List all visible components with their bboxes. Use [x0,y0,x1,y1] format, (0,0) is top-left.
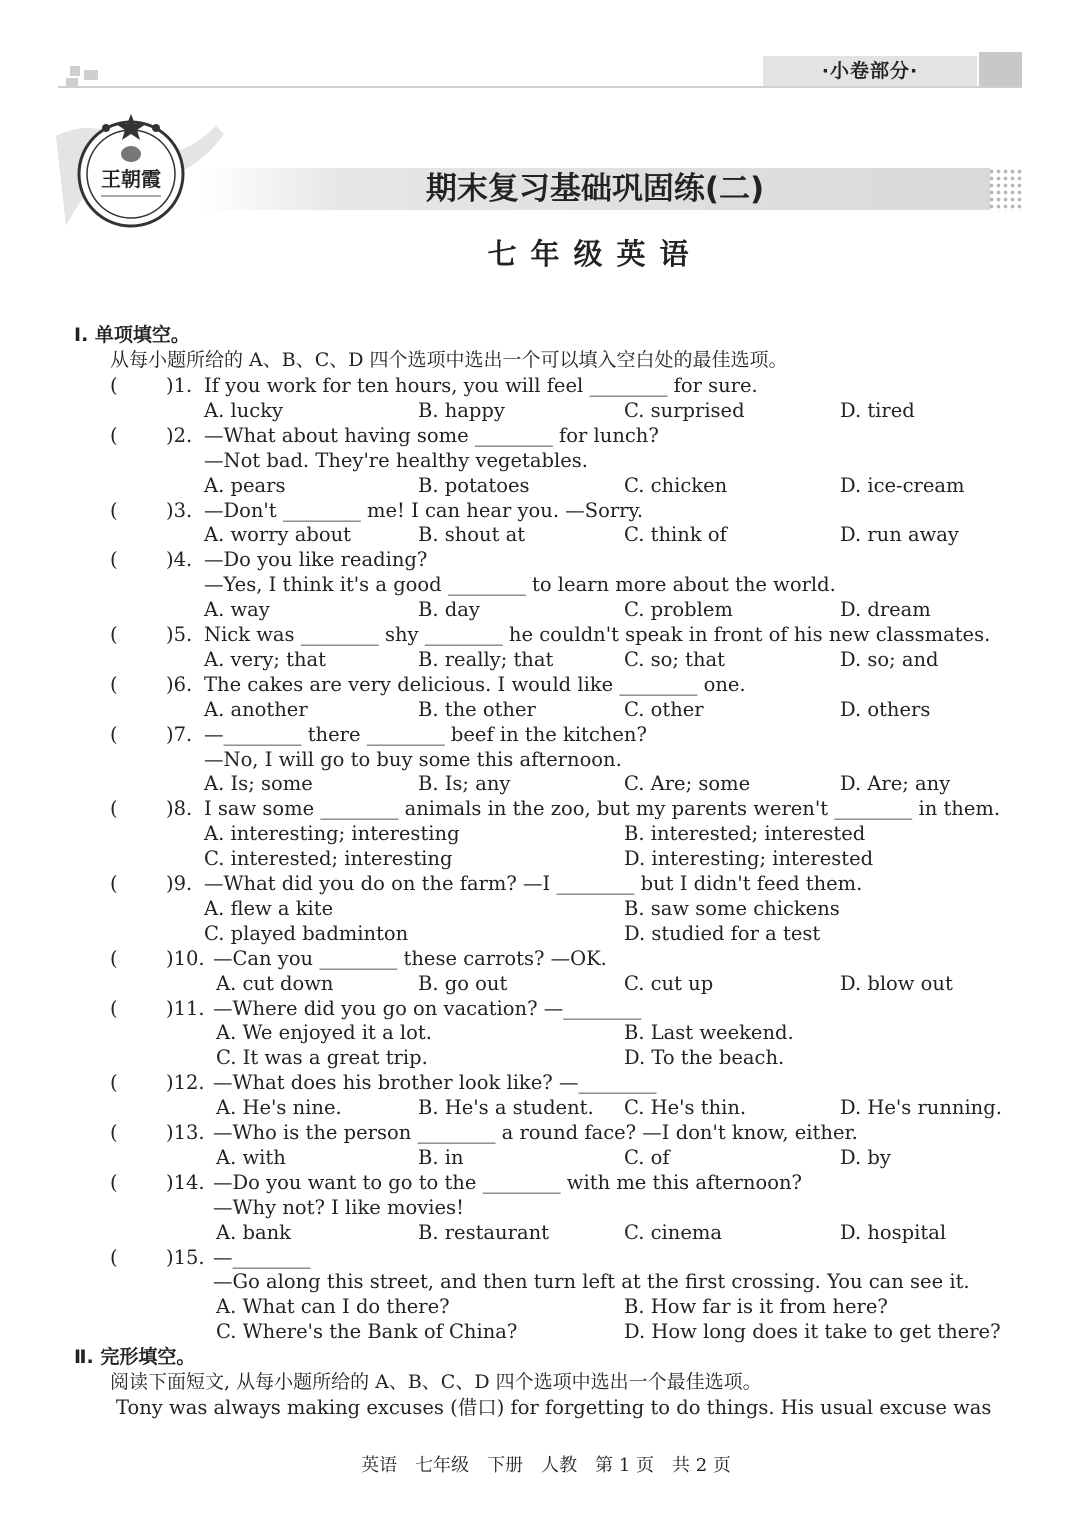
question-number: )10. [166,946,205,970]
answer-blank: ( [110,374,118,397]
header-rule [58,86,1022,88]
question-stem: If you work for ten hours, you will feel ________ for sure. [204,374,758,397]
option: B. happy [418,398,505,422]
option: D. by [840,1145,891,1169]
option: D. run away [840,523,959,547]
banner-dots [988,168,1022,212]
question-number: )9. [166,872,193,895]
question-stem: —What about having some ________ for lunch? [204,423,659,447]
question-stem: —Can you ________ these carrots? —OK. [213,946,607,970]
answer-blank: ( [110,996,118,1020]
tag-block [979,52,1022,86]
answer-blank: ( [110,623,118,646]
option: D. tired [840,398,915,422]
answer-blank: ( [110,548,118,572]
question-number: )11. [166,996,205,1020]
question-stem: —What does his brother look like? —________ [213,1071,657,1095]
page-title: 期末复习基础巩固练(二) [425,171,765,207]
brand-logo [56,106,226,246]
answer-blank: ( [110,1170,118,1194]
section-tag: ·小卷部分· [763,56,977,86]
option: C. of [624,1145,670,1169]
answer-blank: ( [110,1071,118,1095]
option: B. Last weekend. [624,1021,794,1045]
option: A. another [204,697,308,721]
page-subtitle: 七年级英语 [487,237,703,271]
option: B. the other [418,697,536,721]
option: C. surprised [624,398,745,422]
option: D. others [840,697,931,721]
option: D. ice-cream [840,473,965,497]
question-number: )7. [166,722,193,746]
answer-blank: ( [110,872,118,895]
option: B. saw some chickens [624,896,840,920]
option: A. We enjoyed it a lot. [216,1021,432,1045]
question-stem: —Do you like reading? [204,548,428,572]
option: C. played badminton [204,921,409,945]
option: A. He's nine. [216,1096,342,1120]
section-instruction: 阅读下面短文, 从每小题所给的 A、B、C、D 四个选项中选出一个最佳选项。 [110,1371,762,1393]
question-number: )6. [166,672,193,696]
option: D. How long does it take to get there? [624,1320,1001,1344]
option: B. He's a student. [418,1096,594,1120]
option: A. interesting; interesting [204,822,460,846]
logo-text: 王朝霞 [101,167,161,191]
option: A. lucky [204,398,284,422]
question-stem: —Don't ________ me! I can hear you. —Sorry. [204,498,644,522]
question-stem: —________ there ________ beef in the kitchen? [204,722,647,746]
option: C. think of [624,523,727,547]
option: A. pears [204,473,286,497]
question-number: )15. [166,1245,205,1269]
option: B. really; that [418,647,554,671]
section-heading: Ⅰ. 单项填空。 [74,324,190,346]
option: A. cut down [216,971,334,995]
option: C. cut up [624,971,714,995]
option: C. other [624,697,704,721]
option: B. day [418,598,480,622]
option: A. What can I do there? [216,1295,450,1319]
question-stem: —Do you want to go to the ________ with me this afternoon? [213,1170,802,1194]
option: C. Where's the Bank of China? [216,1320,518,1344]
passage-text: Tony was always making excuses (借口) for forgetting to do things. His usual excuse was [116,1396,992,1419]
option: D. dream [840,598,931,622]
option: A. worry about [204,523,352,547]
option: D. so; and [840,647,939,671]
option: D. He's running. [840,1096,1002,1120]
answer-blank: ( [110,423,118,447]
answer-blank: ( [110,1245,118,1269]
option: B. restaurant [418,1220,549,1244]
option: B. in [418,1145,464,1169]
answer-blank: ( [110,946,118,970]
option: D. Are; any [840,772,951,796]
question-stem: Nick was ________ shy ________ he couldn't speak in front of his new classmates. [204,623,991,646]
question-number: )5. [166,623,193,646]
option: C. It was a great trip. [216,1046,428,1070]
option: C. chicken [624,473,728,497]
corner-square [84,70,98,80]
page-footer: 英语 七年级 下册 人教 第 1 页 共 2 页 [361,1455,731,1476]
corner-square [70,66,80,76]
option: B. potatoes [418,473,530,497]
option: C. He's thin. [624,1096,747,1120]
option: A. bank [216,1220,291,1244]
question-stem: —No, I will go to buy some this afternoon. [204,747,622,771]
question-stem: —Who is the person ________ a round face? —I don't know, either. [213,1121,858,1144]
option: C. interested; interesting [204,847,453,871]
section-heading: Ⅱ. 完形填空。 [74,1346,196,1368]
question-stem: —Go along this street, and then turn left at the first crossing. You can see it. [213,1270,970,1294]
question-stem: —________ [213,1245,311,1269]
question-stem: —What did you do on the farm? —I ________ but I didn't feed them. [204,872,863,895]
question-stem: I saw some ________ animals in the zoo, but my parents weren't ________ in them. [204,797,1001,821]
option: B. shout at [418,523,526,547]
question-stem: —Where did you go on vacation? —________ [213,996,642,1020]
question-stem: —Yes, I think it's a good ________ to learn more about the world. [204,573,836,597]
question-stem: —Why not? I like movies! [213,1195,464,1219]
option: C. so; that [624,647,725,671]
option: A. Is; some [204,772,313,796]
section-instruction: 从每小题所给的 A、B、C、D 四个选项中选出一个可以填入空白处的最佳选项。 [110,349,788,371]
question-number: )1. [166,374,193,397]
option: C. Are; some [624,772,751,796]
option: A. flew a kite [204,896,334,920]
answer-blank: ( [110,498,118,522]
option: D. To the beach. [624,1046,785,1070]
question-number: )12. [166,1071,205,1095]
option: B. How far is it from here? [624,1295,888,1319]
option: D. interesting; interested [624,847,874,871]
option: C. problem [624,598,733,622]
option: A. very; that [204,647,326,671]
question-number: )4. [166,548,193,572]
option: C. cinema [624,1220,722,1244]
question-number: )8. [166,797,193,821]
question-number: )2. [166,423,193,447]
answer-blank: ( [110,672,118,696]
option: D. blow out [840,971,953,995]
corner-square [66,78,78,88]
option: A. way [204,598,270,622]
question-number: )3. [166,498,193,522]
answer-blank: ( [110,722,118,746]
option: D. hospital [840,1220,947,1244]
question-stem: —Not bad. They're healthy vegetables. [204,448,588,472]
option: D. studied for a test [624,921,821,945]
option: B. Is; any [418,772,511,796]
option: B. interested; interested [624,822,866,846]
question-stem: The cakes are very delicious. I would like ________ one. [204,672,746,696]
answer-blank: ( [110,1121,118,1144]
answer-blank: ( [110,797,118,821]
option: B. go out [418,971,508,995]
question-number: )14. [166,1170,205,1194]
option: A. with [216,1145,286,1169]
question-number: )13. [166,1121,205,1144]
